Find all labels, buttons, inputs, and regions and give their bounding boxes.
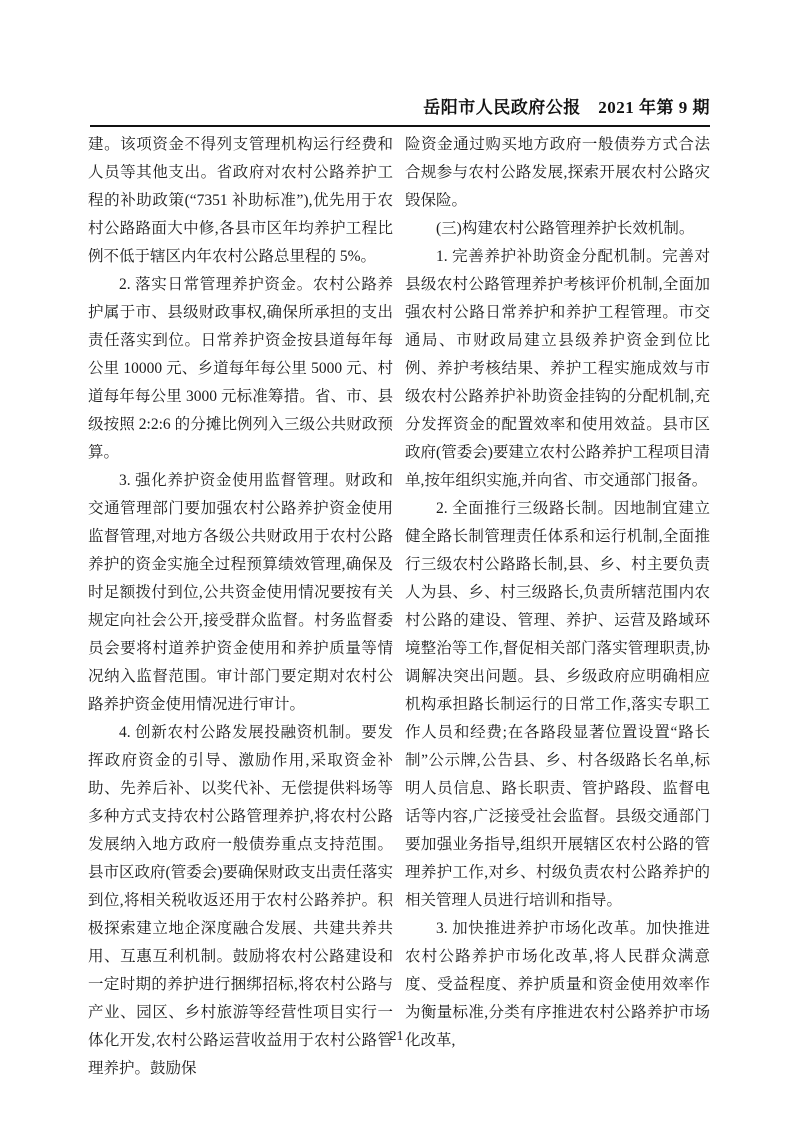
paragraph-item-1: 1. 完善养护补助资金分配机制。完善对县级农村公路管理养护考核评价机制,全面加强农村公路日常养护和养护工程管理。市交通局、市财政局建立县级养护资金到位比例、养护考核结果、养护工程实施成效与市级农村公路养护补助资金挂钩的分配机制,充分发挥资金的配置效率和使用效益。县市区政府(管委会)要建立农村公路养护工程项目清单,按年组织实施,并向省、市交通部门报备。: [405, 248, 710, 489]
paragraph-item-3: 3. 加快推进养护市场化改革。加快推进农村公路养护市场化改革,将人民群众满意度、受益程度、养护质量和资金使用效率作为衡量标准,分类有序推进农村公路养护市场化改革,: [405, 920, 710, 1049]
paragraph-continuation: 建。该项资金不得列支管理机构运行经费和人员等其他支出。省政府对农村公路养护工程的补助政策(“7351 补助标准”),优先用于农村公路路面大中修,各县市区年均养护工程比例不低于辖区内年农村公路总里程的 5%。: [88, 136, 393, 265]
page-content: [88, 131, 710, 1083]
page-number: 21: [389, 1029, 404, 1044]
paragraph-item-2: 2. 全面推行三级路长制。因地制宜建立健全路长制管理责任体系和运行机制,全面推行三级农村公路路长制,县、乡、村主要负责人为县、乡、村三级路长,负责所辖范围内农村公路的建设、管理、养护、运营及路域环境整治等工作,督促相关部门落实管理职责,协调解决突出问题。县、乡级政府应明确相应机构承担路长制运行的日常工作,落实专职工作人员和经费;在各路段显著位置设置“路长制”公示牌,公告县、乡、村各级路长名单,标明人员信息、路长职责、管护路段、监督电话等内容,广泛接受社会监督。县级交通部门要加强业务指导,组织开展辖区农村公路的管理养护工作,对乡、村级负责农村公路养护的相关管理人员进行培训和指导。: [405, 500, 710, 909]
left-column: [88, 131, 393, 1083]
paragraph-continuation: 险资金通过购买地方政府一般债券方式合法合规参与农村公路发展,探索开展农村公路灾毁保险。: [405, 136, 710, 209]
right-column: [405, 131, 710, 1083]
paragraph-item-3: 3. 强化养护资金使用监督管理。财政和交通管理部门要加强农村公路养护资金使用监督管理,对地方各级公共财政用于农村公路养护的资金实施全过程预算绩效管理,确保及时足额拨付到位,公共资金使用情况要按有关规定向社会公开,接受群众监督。村务监督委员会要将村道养护资金使用和养护质量等情况纳入监督范围。审计部门要定期对农村公路养护资金使用情况进行审计。: [88, 472, 393, 713]
paragraph-item-4: 4. 创新农村公路发展投融资机制。要发挥政府资金的引导、激励作用,采取资金补助、先养后补、以奖代补、无偿提供料场等多种方式支持农村公路管理养护,将农村公路发展纳入地方政府一般债券重点支持范围。县市区政府(管委会)要确保财政支出责任落实到位,将相关税收返还用于农村公路养护。积极探索建立地企深度融合发展、共建共养共用、互惠互利机制。鼓励将农村公路建设和一定时期的养护进行捆绑招标,将农村公路与产业、园区、乡村旅游等经营性项目实行一体化开发,农村公路运营收益用于农村公路管理养护。鼓励保: [88, 724, 393, 1077]
paragraph-item-2: 2. 落实日常管理养护资金。农村公路养护属于市、县级财政事权,确保所承担的支出责任落实到位。日常养护资金按县道每年每公里 10000 元、乡道每年每公里 5000 元、村道每年每公里 3000 元标准筹措。省、市、县级按照 2:2:6 的分摊比例列入三级公共财政预算。: [88, 276, 393, 461]
section-heading-3: (三)构建农村公路管理养护长效机制。: [436, 220, 695, 237]
gazette-header-title: 岳阳市人民政府公报 2021 年第 9 期: [90, 93, 710, 127]
